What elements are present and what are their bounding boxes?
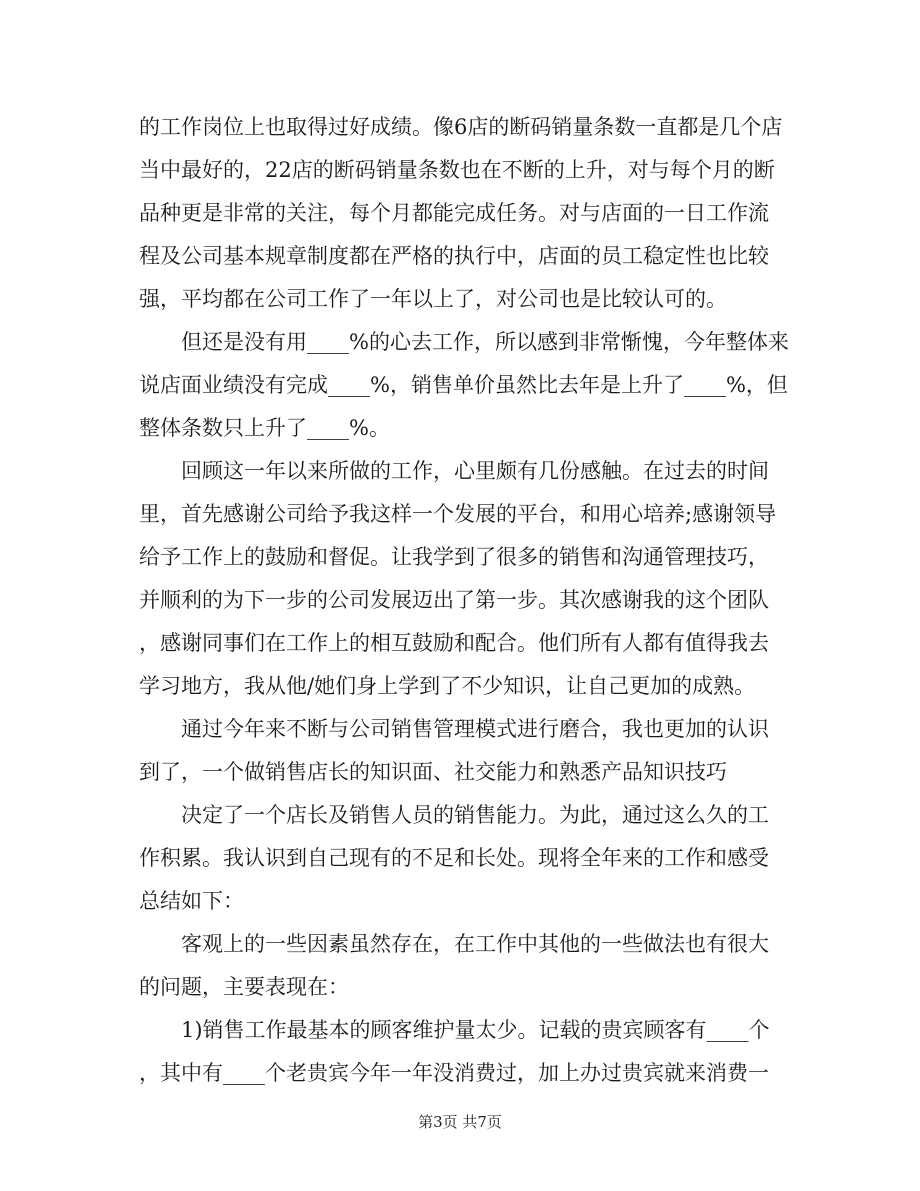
text-line: ，感谢同事们在工作上的相互鼓励和配合。他们所有人都有值得我去	[139, 631, 769, 655]
text-line: ，其中有____个老贵宾今年一年没消费过，加上办过贵宾就来消费一	[139, 1061, 769, 1085]
text-line: 品种更是非常的关注，每个月都能完成任务。对与店面的一日工作流	[139, 201, 769, 225]
text-line: 总结如下：	[139, 889, 244, 913]
text-line: 回顾这一年以来所做的工作，心里颇有几份感触。在过去的时间	[181, 459, 769, 483]
text-line: 的工作岗位上也取得过好成绩。像6店的断码销量条数一直都是几个店	[139, 115, 783, 139]
text-line: 强，平均都在公司工作了一年以上了，对公司也是比较认可的。	[139, 287, 727, 311]
text-line: 客观上的一些因素虽然存在，在工作中其他的一些做法也有很大	[181, 932, 769, 956]
page-number: 第3页 共7页	[418, 1113, 502, 1131]
text-line: 里，首先感谢公司给予我这样一个发展的平台，和用心培养;感谢领导	[139, 502, 777, 526]
text-line: 作积累。我认识到自己现有的不足和长处。现将全年来的工作和感受	[139, 846, 769, 870]
text-line: 1)销售工作最基本的顾客维护量太少。记载的贵宾顾客有____个	[181, 1018, 770, 1042]
text-line: 通过今年来不断与公司销售管理模式进行磨合，我也更加的认识	[181, 717, 769, 741]
text-line: 决定了一个店长及销售人员的销售能力。为此，通过这么久的工	[181, 803, 769, 827]
text-line: 程及公司基本规章制度都在严格的执行中，店面的员工稳定性也比较	[139, 244, 769, 268]
text-line: 整体条数只上升了____%。	[139, 416, 390, 440]
text-line: 说店面业绩没有完成____%，销售单价虽然比去年是上升了____%，但	[139, 373, 788, 397]
text-line: 但还是没有用____%的心去工作，所以感到非常惭愧，今年整体来	[181, 330, 789, 354]
text-line: 并顺利的为下一步的公司发展迈出了第一步。其次感谢我的这个团队	[139, 588, 769, 612]
text-line: 到了，一个做销售店长的知识面、社交能力和熟悉产品知识技巧	[139, 760, 727, 784]
text-line: 学习地方，我从他/她们身上学到了不少知识，让自己更加的成熟。	[139, 674, 756, 698]
text-line: 的问题，主要表现在：	[139, 975, 349, 999]
text-line: 当中最好的，22店的断码销量条数也在不断的上升，对与每个月的断	[139, 158, 775, 182]
text-line: 给予工作上的鼓励和督促。让我学到了很多的销售和沟通管理技巧，	[139, 545, 769, 569]
